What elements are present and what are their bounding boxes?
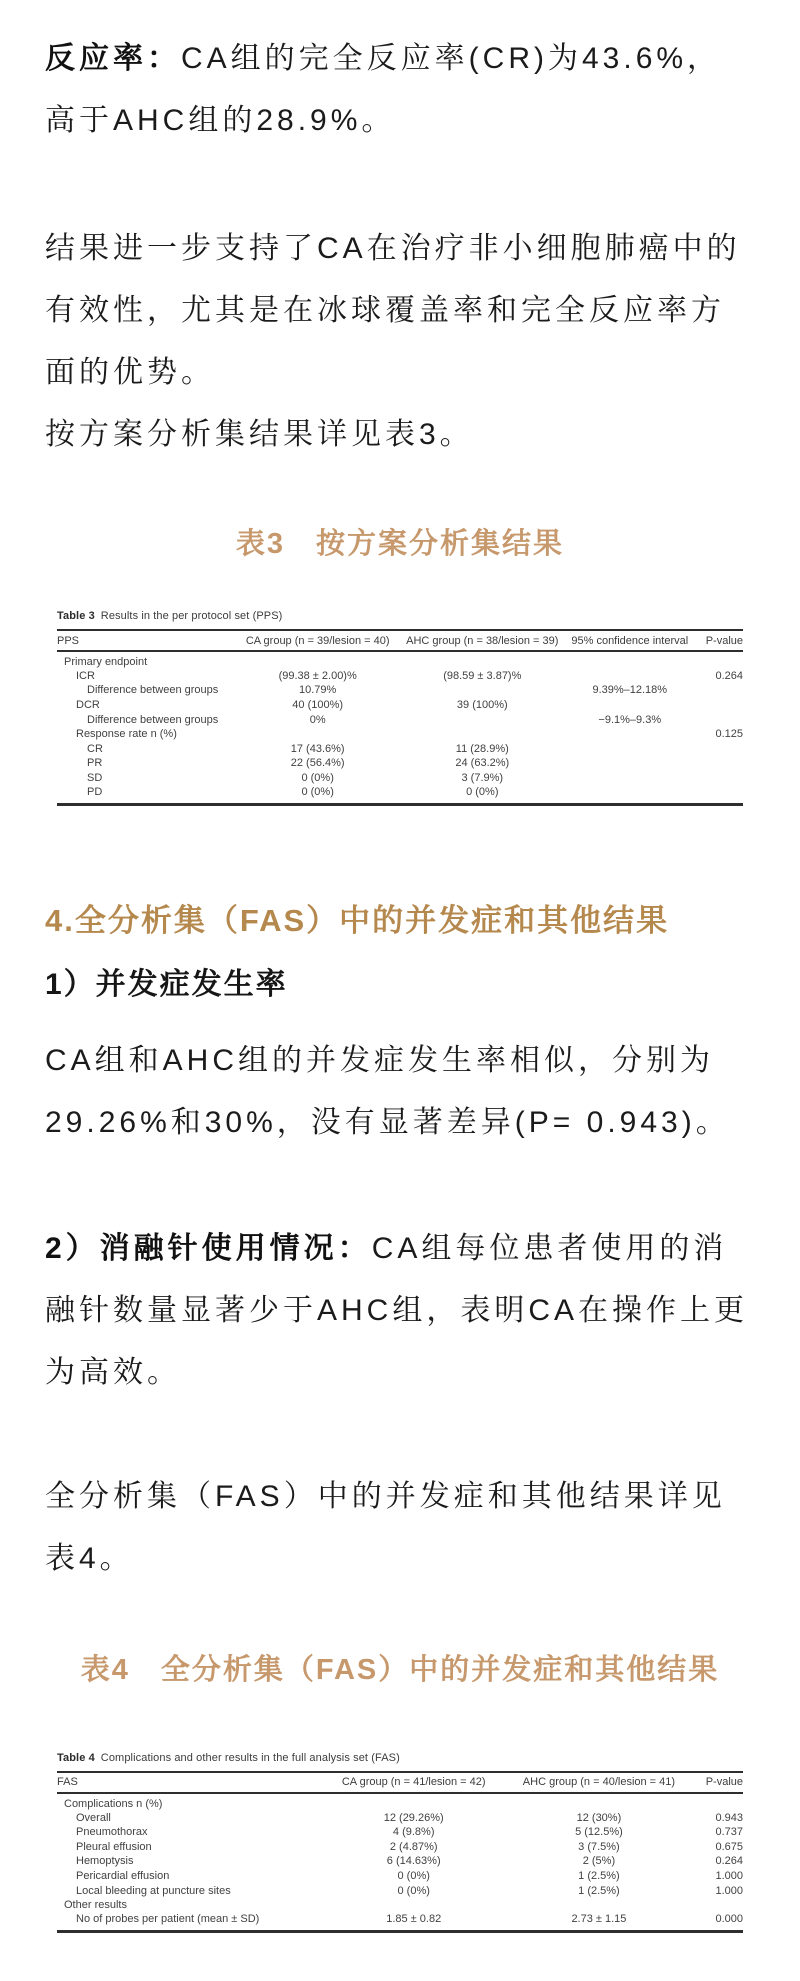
cell-ahc: 39 (100%) [456, 698, 508, 711]
table4-caption-text: Complications and other results in the full analysis set (FAS) [100, 1751, 400, 1764]
cell-ca: 1.85 ± 0.82 [386, 1912, 442, 1925]
table-row [57, 651, 743, 669]
table3-col-pvalue: P-value [695, 630, 743, 651]
cell-ahc: 1 (2.5%) [578, 1884, 620, 1897]
row-label: Difference between groups [87, 713, 219, 726]
cell-ca: 17 (43.6%) [290, 742, 345, 755]
cell-p [688, 1793, 743, 1811]
cell-p: 0.737 [715, 1826, 743, 1839]
cell-ahc: (98.59 ± 3.87)% [443, 669, 522, 682]
cell-p [695, 742, 743, 757]
cell-ca: 40 (100%) [292, 698, 344, 711]
table-row [57, 1825, 743, 1840]
cell-p [695, 651, 743, 669]
cell-ci: 9.39%–12.18% [592, 684, 668, 697]
cell-p [695, 698, 743, 713]
table4 [57, 1771, 743, 1933]
table3-col-ahc: AHC group (n = 38/lesion = 39) [400, 630, 565, 651]
table4-col-pvalue: P-value [688, 1772, 743, 1793]
paragraph-conclusion: 结果进一步支持了CA在治疗非小细胞肺癌中的有效性，尤其是在冰球覆盖率和完全反应率方面的优势。 [45, 232, 741, 389]
section4-heading: 4.全分析集（FAS）中的并发症和其他结果 [45, 902, 670, 938]
table3-figure [57, 610, 743, 806]
table-row [57, 1913, 743, 1932]
table4-col-ahc: AHC group (n = 40/lesion = 41) [510, 1772, 688, 1793]
table3-chinese-heading: 表3 按方案分析集结果 [235, 528, 565, 560]
response-rate-lead-bold: 反应率： [45, 42, 181, 75]
row-label: PD [87, 785, 103, 798]
cell-ca: 6 (14.63%) [386, 1855, 441, 1868]
table-row [57, 727, 743, 742]
row-label: SD [87, 771, 103, 784]
cell-ahc: 0 (0%) [466, 785, 499, 798]
cell-ahc: 12 (30%) [576, 1811, 622, 1824]
table4-caption [57, 1752, 743, 1764]
cell-ahc: 3 (7.9%) [461, 771, 504, 784]
cell-p: 0.125 [715, 728, 743, 741]
cell-ahc [400, 727, 565, 742]
cell-p [695, 757, 743, 772]
cell-p [695, 786, 743, 805]
cell-ca: 0 (0%) [301, 771, 334, 784]
cell-ahc: 3 (7.5%) [578, 1840, 620, 1853]
subsection1-heading: 1）并发症发生率 [45, 967, 288, 1001]
cell-ca: 0 (0%) [397, 1884, 430, 1897]
paragraph-probe-usage [45, 1218, 755, 1404]
cell-ahc: 5 (12.5%) [575, 1826, 623, 1839]
cell-ci [565, 757, 695, 772]
cell-ci [565, 742, 695, 757]
paragraph-see-table3: 按方案分析集结果详见表3。 [45, 418, 474, 451]
cell-p: 0.264 [715, 1855, 743, 1868]
table-row [57, 1884, 743, 1899]
table3-caption [57, 610, 743, 622]
cell-p [688, 1898, 743, 1913]
cell-ahc [510, 1793, 688, 1811]
row-label: Response rate n (%) [76, 728, 177, 741]
cell-ca: 2 (4.87%) [389, 1840, 438, 1853]
table4-caption-label: Table 4 [57, 1751, 95, 1764]
table3 [57, 629, 743, 806]
table-row [57, 786, 743, 805]
probe-usage-text: CA组每位患者使用的消融针数量显著少于AHC组，表明CA在操作上更为高效。 [45, 1231, 749, 1389]
cell-ca: 12 (29.26%) [383, 1811, 444, 1824]
table-row [57, 684, 743, 699]
cell-p: 1.000 [715, 1869, 743, 1882]
cell-ci [565, 727, 695, 742]
table4-col-fas: FAS [57, 1772, 318, 1793]
cell-ci [565, 698, 695, 713]
row-label: Pneumothorax [76, 1826, 148, 1839]
cell-ca: 10.79% [299, 684, 337, 697]
cell-ca: 0 (0%) [397, 1869, 430, 1882]
cell-ca: 22 (56.4%) [290, 757, 345, 770]
cell-ci [565, 786, 695, 805]
table-row [57, 742, 743, 757]
table3-col-ca: CA group (n = 39/lesion = 40) [235, 630, 400, 651]
paragraph-see-table4: 全分析集（FAS）中的并发症和其他结果详见表4。 [45, 1479, 726, 1575]
cell-ahc: 2 (5%) [582, 1855, 616, 1868]
table4-chinese-heading: 表4 全分析集（FAS）中的并发症和其他结果 [80, 1653, 720, 1686]
table3-caption-label: Table 3 [57, 610, 95, 622]
table-row [57, 1898, 743, 1913]
cell-p: 1.000 [715, 1884, 743, 1897]
cell-ca [318, 1793, 510, 1811]
row-label: Primary endpoint [64, 656, 148, 668]
response-rate-text: CA组的完全反应率(CR)为43.6%，高于AHC组的28.9%。 [45, 42, 722, 137]
row-label: PR [87, 757, 103, 770]
table-row [57, 713, 743, 728]
cell-ci: −9.1%–9.3% [598, 713, 662, 726]
cell-ci [565, 651, 695, 669]
table4-col-ca: CA group (n = 41/lesion = 42) [318, 1772, 510, 1793]
cell-ahc: 11 (28.9%) [455, 742, 509, 755]
row-label: Pleural effusion [76, 1840, 152, 1853]
table-row [57, 771, 743, 786]
cell-ca: (99.38 ± 2.00)% [278, 669, 357, 682]
table3-col-ci: 95% confidence interval [565, 630, 695, 651]
cell-ahc [510, 1898, 688, 1913]
table-row [57, 1811, 743, 1826]
paragraph-response-rate [45, 28, 755, 152]
table3-header-row [57, 630, 743, 651]
table-row [57, 698, 743, 713]
table-row [57, 1869, 743, 1884]
cell-ahc [400, 684, 565, 699]
table4-header-row [57, 1772, 743, 1793]
table3-caption-text: Results in the per protocol set (PPS) [100, 610, 283, 622]
table-row [57, 669, 743, 684]
cell-p: 0.675 [715, 1840, 743, 1853]
row-label: Other results [64, 1899, 127, 1912]
table-row [57, 1855, 743, 1870]
cell-p: 0.943 [715, 1811, 743, 1824]
row-label: Complications n (%) [64, 1797, 163, 1810]
table-row [57, 757, 743, 772]
row-label: Pericardial effusion [76, 1869, 170, 1882]
row-label: Overall [76, 1811, 111, 1824]
cell-ahc [400, 713, 565, 728]
table4-figure [57, 1752, 743, 1933]
cell-p [695, 771, 743, 786]
row-label: DCR [76, 698, 100, 711]
probe-usage-lead-bold: 2）消融针使用情况： [45, 1231, 372, 1265]
cell-ci [565, 771, 695, 786]
cell-ci [565, 669, 695, 684]
cell-ca [235, 727, 400, 742]
row-label: Hemoptysis [76, 1855, 134, 1868]
cell-ca: 4 (9.8%) [392, 1826, 435, 1839]
row-label: Local bleeding at puncture sites [76, 1884, 231, 1897]
cell-ca [318, 1898, 510, 1913]
cell-ahc: 1 (2.5%) [578, 1869, 620, 1882]
cell-p: 0.000 [715, 1912, 743, 1925]
cell-ca: 0 (0%) [301, 785, 334, 798]
table-row [57, 1793, 743, 1811]
paragraph-complication-rate: CA组和AHC组的并发症发生率相似，分别为29.26%和30%，没有显著差异(P= 0.943)。 [45, 1043, 730, 1139]
cell-p: 0.264 [715, 669, 743, 682]
row-label: No of probes per patient (mean ± SD) [76, 1912, 260, 1925]
table3-col-pps: PPS [57, 630, 235, 651]
row-label: Difference between groups [87, 684, 219, 697]
cell-p [695, 713, 743, 728]
cell-ca: 0% [309, 713, 326, 726]
cell-ca [235, 651, 400, 669]
cell-p [695, 684, 743, 699]
cell-ahc: 24 (63.2%) [455, 757, 510, 770]
row-label: ICR [76, 669, 95, 682]
row-label: CR [87, 742, 103, 755]
cell-ahc: 2.73 ± 1.15 [571, 1912, 627, 1925]
table-row [57, 1840, 743, 1855]
cell-ahc [400, 651, 565, 669]
